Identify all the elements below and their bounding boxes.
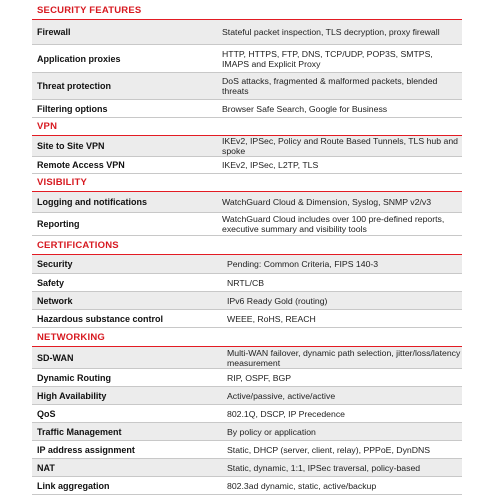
- feature-value: Pending: Common Criteria, FIPS 140-3: [227, 259, 379, 269]
- feature-value: Static, dynamic, 1:1, IPSec traversal, policy-based: [227, 462, 421, 473]
- feature-value: WEEE, RoHS, REACH: [227, 313, 316, 324]
- spec-row-network: [32, 292, 462, 310]
- spec-row-dynamic-routing: [32, 369, 462, 387]
- feature-label: SD-WAN: [37, 352, 74, 363]
- feature-value: Browser Safe Search, Google for Business: [222, 103, 388, 114]
- spec-row-nat: [32, 459, 462, 477]
- section-header-certifications: [32, 238, 462, 255]
- feature-value: RIP, OSPF, BGP: [227, 372, 292, 383]
- feature-value: IKEv2, IPSec, Policy and Route Based Tunnels, TLS hub and spoke: [222, 136, 458, 156]
- feature-label: IP address assignment: [37, 444, 135, 455]
- spec-row-sd-wan: [32, 347, 462, 369]
- spec-row-firewall: [32, 20, 462, 45]
- feature-label: Application proxies: [37, 53, 121, 64]
- feature-label: Logging and notifications: [37, 197, 147, 207]
- feature-value: NRTL/CB: [227, 277, 265, 288]
- feature-value: Stateful packet inspection, TLS decryption, proxy firewall: [222, 27, 440, 37]
- section-title: VISIBILITY: [37, 177, 88, 188]
- feature-label: Site to Site VPN: [37, 141, 105, 151]
- feature-label: Dynamic Routing: [37, 372, 112, 383]
- spec-row-hazardous-substance-control: [32, 310, 462, 328]
- spec-row-remote-access-vpn: [32, 157, 462, 174]
- feature-value: By policy or application: [227, 426, 316, 437]
- spec-row-ip-address-assignment: [32, 441, 462, 459]
- feature-value: 802.3ad dynamic, static, active/backup: [227, 480, 377, 491]
- section-title: CERTIFICATIONS: [37, 240, 119, 251]
- feature-label: Hazardous substance control: [37, 313, 164, 324]
- feature-label: Threat protection: [37, 81, 112, 91]
- spec-row-filtering-options: [32, 100, 462, 118]
- section-title: VPN: [37, 121, 58, 132]
- spec-row-application-proxies: [32, 45, 462, 73]
- section-title: SECURITY FEATURES: [37, 5, 142, 16]
- spec-row-logging-and-notifications: [32, 192, 462, 213]
- feature-label: Remote Access VPN: [37, 160, 125, 170]
- feature-value: Multi-WAN failover, dynamic path selection, jitter/loss/latency measurement: [227, 347, 461, 368]
- feature-label: High Availability: [37, 390, 107, 401]
- feature-label: Link aggregation: [37, 480, 110, 491]
- spec-row-qos: [32, 405, 462, 423]
- feature-label: Safety: [37, 277, 65, 288]
- feature-value: Static, DHCP (server, client, relay), PPPoE, DynDNS: [227, 444, 431, 455]
- section-header-vpn: [32, 119, 462, 136]
- spec-row-site-to-site-vpn: [32, 136, 462, 157]
- feature-value: HTTP, HTTPS, FTP, DNS, TCP/UDP, POP3S, SMTPS, IMAPS and Explicit Proxy: [222, 48, 433, 69]
- feature-label: Network: [37, 295, 73, 306]
- spec-row-threat-protection: [32, 73, 462, 100]
- spec-row-reporting: [32, 213, 462, 236]
- feature-value: Active/passive, active/active: [227, 390, 336, 401]
- spec-row-safety: [32, 274, 462, 292]
- feature-label: Traffic Management: [37, 426, 122, 437]
- feature-value: 802.1Q, DSCP, IP Precedence: [227, 408, 345, 419]
- spec-row-traffic-management: [32, 423, 462, 441]
- spec-row-high-availability: [32, 387, 462, 405]
- section-title: NETWORKING: [37, 332, 105, 343]
- feature-value: DoS attacks, fragmented & malformed packets, blended threats: [222, 76, 438, 96]
- feature-label: NAT: [37, 462, 55, 473]
- section-header-networking: [32, 330, 462, 347]
- feature-value: WatchGuard Cloud & Dimension, Syslog, SNMP v2/v3: [222, 197, 432, 207]
- feature-label: Reporting: [37, 219, 80, 229]
- section-header-security-features: [32, 3, 462, 20]
- feature-label: Security: [37, 259, 73, 269]
- feature-label: Firewall: [37, 27, 71, 37]
- feature-value: IPv6 Ready Gold (routing): [227, 295, 328, 306]
- feature-value: WatchGuard Cloud includes over 100 pre-defined reports, executive summary and visibility tools: [222, 214, 445, 234]
- feature-value: IKEv2, IPSec, L2TP, TLS: [222, 160, 319, 170]
- spec-row-security: [32, 255, 462, 274]
- feature-label: QoS: [37, 408, 56, 419]
- section-header-visibility: [32, 175, 462, 192]
- feature-label: Filtering options: [37, 103, 108, 114]
- spec-row-link-aggregation: [32, 477, 462, 495]
